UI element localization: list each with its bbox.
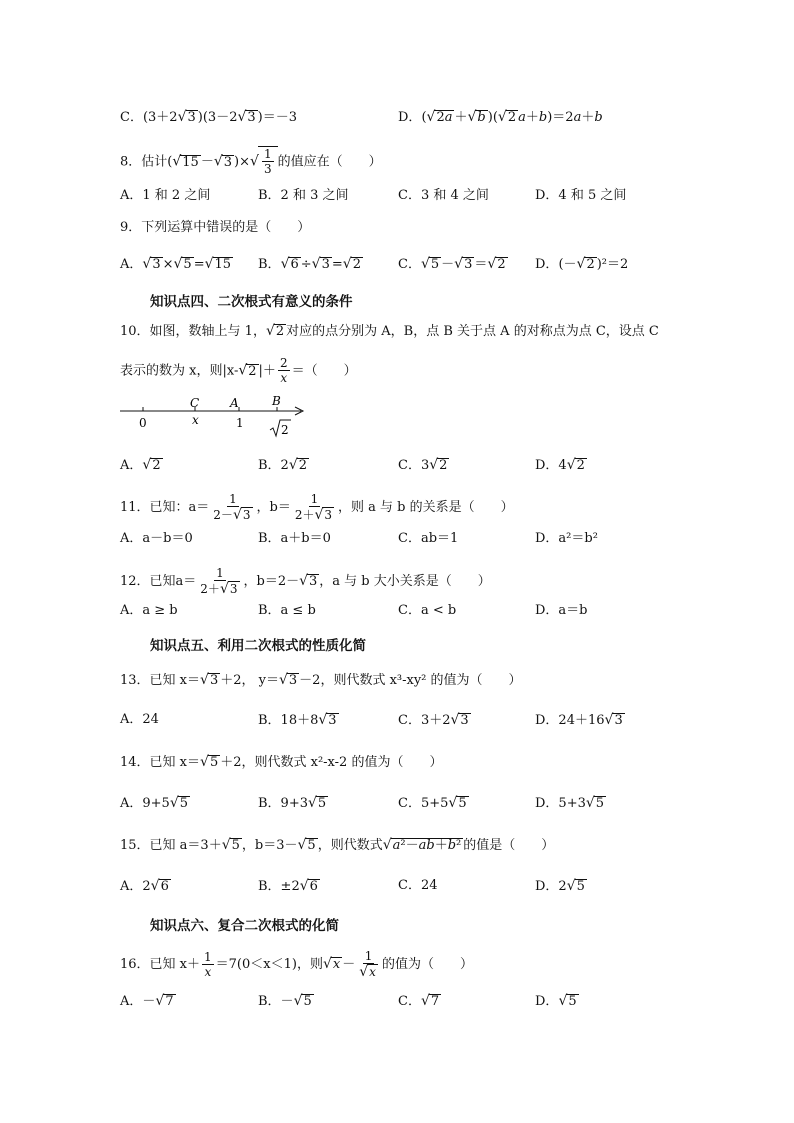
q7-option-c: C．(3＋2√3 )(3－2√3 )＝－3 xyxy=(120,109,298,125)
q16-option-a: A．－√7 xyxy=(120,993,174,1009)
q8-option-a: A．1 和 2 之间 xyxy=(120,188,211,203)
label-b: B xyxy=(272,394,281,408)
q15-option-b: B．±2√6 xyxy=(258,878,318,894)
q8-option-b: B．2 和 3 之间 xyxy=(258,188,349,203)
svg-text:2: 2 xyxy=(281,423,289,437)
q8-option-c: C．3 和 4 之间 xyxy=(398,188,489,203)
q10-option-a: A．√2 xyxy=(120,457,161,473)
q10-option-c: C．3√2 xyxy=(398,457,448,473)
section-heading-4: 知识点四、二次根式有意义的条件 xyxy=(150,294,353,310)
q11-stem: 11．已知：a＝ $\frac{1}{2-√3}$ ，b＝ $\frac{1}{2+√3}$ ，则 a 与 b 的关系是（ ） xyxy=(120,492,514,523)
q13-stem: 13．已知 x＝√3 ＋2， y＝√3 －2，则代数式 x³-xy² 的值为（ ） xyxy=(120,672,522,688)
q13-option-b: B．18＋8√3 xyxy=(258,712,337,728)
q8-option-d: D．4 和 5 之间 xyxy=(535,188,627,203)
q9-option-b: B．√6 ÷√3 =√2 xyxy=(258,256,361,272)
q12-stem: 12．已知a＝ $\frac{1}{2+√3}$ ，b＝2－√3 ，a 与 b 大小关系是（ ） xyxy=(120,566,491,597)
number-line-figure xyxy=(115,392,315,440)
q14-option-b: B．9+3√5 xyxy=(258,795,327,811)
q15-option-c: C．24 xyxy=(398,878,438,893)
q14-option-c: C．5+5√5 xyxy=(398,795,467,811)
q13-option-a: A．24 xyxy=(120,712,159,727)
q10-line1: 10．如图，数轴上与 1，√2 对应的点分别为 A，B，点 B 关于点 A 的对称点为点 C，设点 C xyxy=(120,323,659,339)
q15-option-a: A．2√6 xyxy=(120,878,169,894)
label-zero: 0 xyxy=(139,416,147,430)
q11-option-b: B．a＋b＝0 xyxy=(258,531,331,546)
q10-line2: 表示的数为 x，则|x-√2 |＋ $\frac{2}{x}$ ＝（ ） xyxy=(120,356,357,385)
q12-option-a: A．a ≥ b xyxy=(120,603,178,618)
label-a: A xyxy=(230,396,239,410)
q12-option-b: B．a ≤ b xyxy=(258,603,316,618)
q12-option-c: C．a < b xyxy=(398,603,457,618)
label-x: x xyxy=(192,413,199,427)
q16-stem: 16．已知 x＋ $\frac{1}{x}$ ＝7(0＜x＜1)，则√x － $\frac{1}{√x}$ 的值为（ ） xyxy=(120,949,473,980)
q15-stem: 15．已知 a＝3＋√5 ，b＝3－√5 ，则代数式√a²－ab＋b² 的值是（ ） xyxy=(120,837,555,853)
q9-option-d: D．(－√2 )²＝2 xyxy=(535,256,629,272)
label-one: 1 xyxy=(236,416,244,430)
q16-option-b: B．－√5 xyxy=(258,993,312,1009)
q16-option-d: D．√5 xyxy=(535,993,577,1009)
label-sqrt2 xyxy=(270,420,291,437)
q13-option-c: C．3＋2√3 xyxy=(398,712,469,728)
q11-option-c: C．ab＝1 xyxy=(398,531,459,546)
q8-stem: 8．估计(√15 －√3 )×√ $\frac{1}{3}$ 的值应在（ ） xyxy=(120,147,382,176)
q14-stem: 14．已知 x＝√5 ＋2，则代数式 x²-x-2 的值为（ ） xyxy=(120,754,443,770)
q9-stem: 9．下列运算中错误的是（ ） xyxy=(120,220,311,235)
q7-option-d: D．(√2a ＋√b )(√2 a＋b)＝2a＋b xyxy=(398,109,603,125)
q15-option-d: D．2√5 xyxy=(535,878,585,894)
q9-option-c: C．√5 －√3 ＝√2 xyxy=(398,256,506,272)
section-heading-6: 知识点六、复合二次根式的化简 xyxy=(150,918,339,934)
q16-option-c: C．√7 xyxy=(398,993,440,1009)
q11-option-a: A．a－b＝0 xyxy=(120,531,193,546)
q10-option-b: B．2√2 xyxy=(258,457,308,473)
label-c: C xyxy=(190,396,200,410)
q14-option-d: D．5+3√5 xyxy=(535,795,605,811)
q9-option-a: A．√3 ×√5 =√15 xyxy=(120,256,232,272)
q14-option-a: A．9+5√5 xyxy=(120,795,189,811)
section-heading-5: 知识点五、利用二次根式的性质化简 xyxy=(150,638,366,654)
q11-option-d: D．a²＝b² xyxy=(535,531,598,546)
q13-option-d: D．24＋16√3 xyxy=(535,712,623,728)
q12-option-d: D．a＝b xyxy=(535,603,588,618)
q10-option-d: D．4√2 xyxy=(535,457,585,473)
